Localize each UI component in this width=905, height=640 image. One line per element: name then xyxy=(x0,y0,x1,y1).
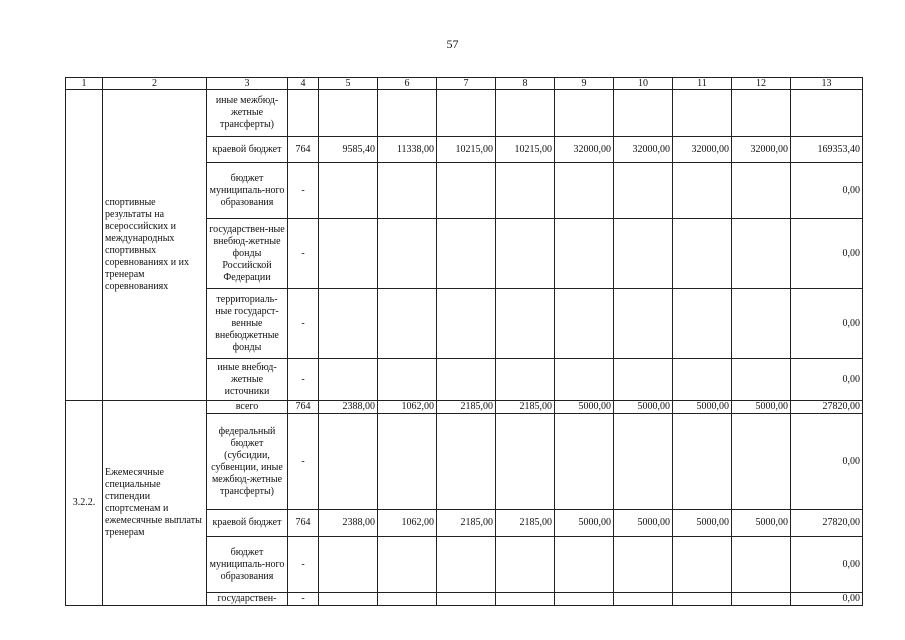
year-value xyxy=(437,90,496,137)
year-value: 32000,00 xyxy=(673,137,732,163)
header-cell: 13 xyxy=(791,78,863,90)
section-a-activity-label: спортивные результаты на всероссийских и международных спортивных соревнованиях и их тренерам соревнованиях xyxy=(103,90,207,401)
year-value xyxy=(319,359,378,401)
header-cell: 3 xyxy=(207,78,288,90)
admin-code: - xyxy=(288,359,319,401)
year-value: 5000,00 xyxy=(732,510,791,537)
year-value xyxy=(614,359,673,401)
budget-table xyxy=(65,77,863,606)
funding-source: краевой бюджет xyxy=(207,510,288,537)
total-value: 27820,00 xyxy=(791,510,863,537)
year-value xyxy=(496,359,555,401)
year-value xyxy=(437,219,496,289)
year-value xyxy=(496,537,555,593)
total-value: 0,00 xyxy=(791,359,863,401)
header-cell: 4 xyxy=(288,78,319,90)
year-value xyxy=(319,414,378,510)
total-value: 0,00 xyxy=(791,593,863,606)
year-value xyxy=(673,414,732,510)
year-value: 32000,00 xyxy=(555,137,614,163)
year-value: 5000,00 xyxy=(555,401,614,414)
header-cell: 2 xyxy=(103,78,207,90)
funding-source: иные внебюд-жетные источники xyxy=(207,359,288,401)
year-value xyxy=(555,90,614,137)
year-value xyxy=(614,414,673,510)
total-value: 0,00 xyxy=(791,414,863,510)
funding-source: государствен-ные внебюд-жетные фонды Российской Федерации xyxy=(207,219,288,289)
year-value xyxy=(673,537,732,593)
year-value xyxy=(496,163,555,219)
year-value xyxy=(614,289,673,359)
year-value xyxy=(732,163,791,219)
year-value xyxy=(496,90,555,137)
year-value: 5000,00 xyxy=(555,510,614,537)
funding-source: территориаль-ные государст-венные внебюджетные фонды xyxy=(207,289,288,359)
year-value: 32000,00 xyxy=(614,137,673,163)
year-value: 2185,00 xyxy=(437,401,496,414)
admin-code: - xyxy=(288,219,319,289)
admin-code: 764 xyxy=(288,401,319,414)
header-cell: 12 xyxy=(732,78,791,90)
year-value xyxy=(732,219,791,289)
total-value: 0,00 xyxy=(791,219,863,289)
total-value: 0,00 xyxy=(791,289,863,359)
year-value xyxy=(555,289,614,359)
year-value xyxy=(555,359,614,401)
header-cell: 11 xyxy=(673,78,732,90)
year-value xyxy=(614,219,673,289)
year-value xyxy=(437,289,496,359)
year-value xyxy=(673,289,732,359)
year-value xyxy=(319,537,378,593)
year-value xyxy=(319,289,378,359)
year-value: 10215,00 xyxy=(496,137,555,163)
year-value xyxy=(555,163,614,219)
year-value xyxy=(555,593,614,606)
year-value xyxy=(437,593,496,606)
year-value xyxy=(378,359,437,401)
year-value: 1062,00 xyxy=(378,510,437,537)
funding-source: бюджет муниципаль-ного образования xyxy=(207,163,288,219)
year-value: 2185,00 xyxy=(496,401,555,414)
admin-code xyxy=(288,90,319,137)
funding-source: бюджет муниципаль-ного образования xyxy=(207,537,288,593)
year-value: 5000,00 xyxy=(673,510,732,537)
year-value xyxy=(496,219,555,289)
year-value xyxy=(378,593,437,606)
table-row xyxy=(66,90,863,137)
year-value xyxy=(319,90,378,137)
year-value xyxy=(673,90,732,137)
total-value: 27820,00 xyxy=(791,401,863,414)
header-cell: 9 xyxy=(555,78,614,90)
year-value xyxy=(673,219,732,289)
year-value xyxy=(673,163,732,219)
header-cell: 6 xyxy=(378,78,437,90)
year-value xyxy=(437,163,496,219)
year-value xyxy=(378,90,437,137)
year-value xyxy=(732,414,791,510)
year-value xyxy=(732,537,791,593)
year-value xyxy=(319,163,378,219)
header-cell: 10 xyxy=(614,78,673,90)
year-value: 9585,40 xyxy=(319,137,378,163)
funding-source: иные межбюд-жетные трансферты) xyxy=(207,90,288,137)
admin-code: - xyxy=(288,414,319,510)
year-value xyxy=(732,359,791,401)
header-cell: 5 xyxy=(319,78,378,90)
funding-source: государствен- xyxy=(207,593,288,606)
funding-source: федеральный бюджет (субсидии, субвенции, иные межбюд-жетные трансферты) xyxy=(207,414,288,510)
admin-code: 764 xyxy=(288,137,319,163)
admin-code: - xyxy=(288,163,319,219)
year-value: 5000,00 xyxy=(673,401,732,414)
year-value xyxy=(496,593,555,606)
year-value xyxy=(378,163,437,219)
year-value xyxy=(319,593,378,606)
year-value xyxy=(673,593,732,606)
section-b-item-number: 3.2.2. xyxy=(66,401,103,606)
admin-code: - xyxy=(288,537,319,593)
year-value xyxy=(437,537,496,593)
year-value xyxy=(555,537,614,593)
year-value xyxy=(496,414,555,510)
admin-code: 764 xyxy=(288,510,319,537)
funding-source: краевой бюджет xyxy=(207,137,288,163)
year-value xyxy=(496,289,555,359)
year-value: 32000,00 xyxy=(732,137,791,163)
year-value xyxy=(378,289,437,359)
year-value xyxy=(437,359,496,401)
year-value xyxy=(319,219,378,289)
year-value xyxy=(555,414,614,510)
year-value xyxy=(378,219,437,289)
admin-code: - xyxy=(288,289,319,359)
year-value xyxy=(378,414,437,510)
year-value xyxy=(673,359,732,401)
total-value: 169353,40 xyxy=(791,137,863,163)
year-value xyxy=(732,289,791,359)
year-value: 2185,00 xyxy=(496,510,555,537)
header-row xyxy=(66,78,863,90)
section-b-activity-label: Ежемесячные специальные стипендии спортсменам и ежемесячные выплаты тренерам xyxy=(103,401,207,606)
year-value xyxy=(437,414,496,510)
section-a-item-number xyxy=(66,90,103,401)
year-value: 5000,00 xyxy=(614,510,673,537)
table-row xyxy=(66,401,863,414)
year-value xyxy=(732,593,791,606)
year-value: 10215,00 xyxy=(437,137,496,163)
year-value: 2388,00 xyxy=(319,401,378,414)
funding-source: всего xyxy=(207,401,288,414)
year-value xyxy=(614,537,673,593)
total-value: 0,00 xyxy=(791,537,863,593)
year-value xyxy=(555,219,614,289)
year-value: 2185,00 xyxy=(437,510,496,537)
year-value xyxy=(614,593,673,606)
header-cell: 7 xyxy=(437,78,496,90)
year-value xyxy=(614,90,673,137)
year-value xyxy=(732,90,791,137)
year-value: 2388,00 xyxy=(319,510,378,537)
year-value: 11338,00 xyxy=(378,137,437,163)
year-value: 5000,00 xyxy=(732,401,791,414)
header-cell: 8 xyxy=(496,78,555,90)
header-cell: 1 xyxy=(66,78,103,90)
year-value: 5000,00 xyxy=(614,401,673,414)
page-number: 57 xyxy=(446,37,459,51)
total-value xyxy=(791,90,863,137)
year-value xyxy=(614,163,673,219)
year-value: 1062,00 xyxy=(378,401,437,414)
total-value: 0,00 xyxy=(791,163,863,219)
admin-code: - xyxy=(288,593,319,606)
year-value xyxy=(378,537,437,593)
